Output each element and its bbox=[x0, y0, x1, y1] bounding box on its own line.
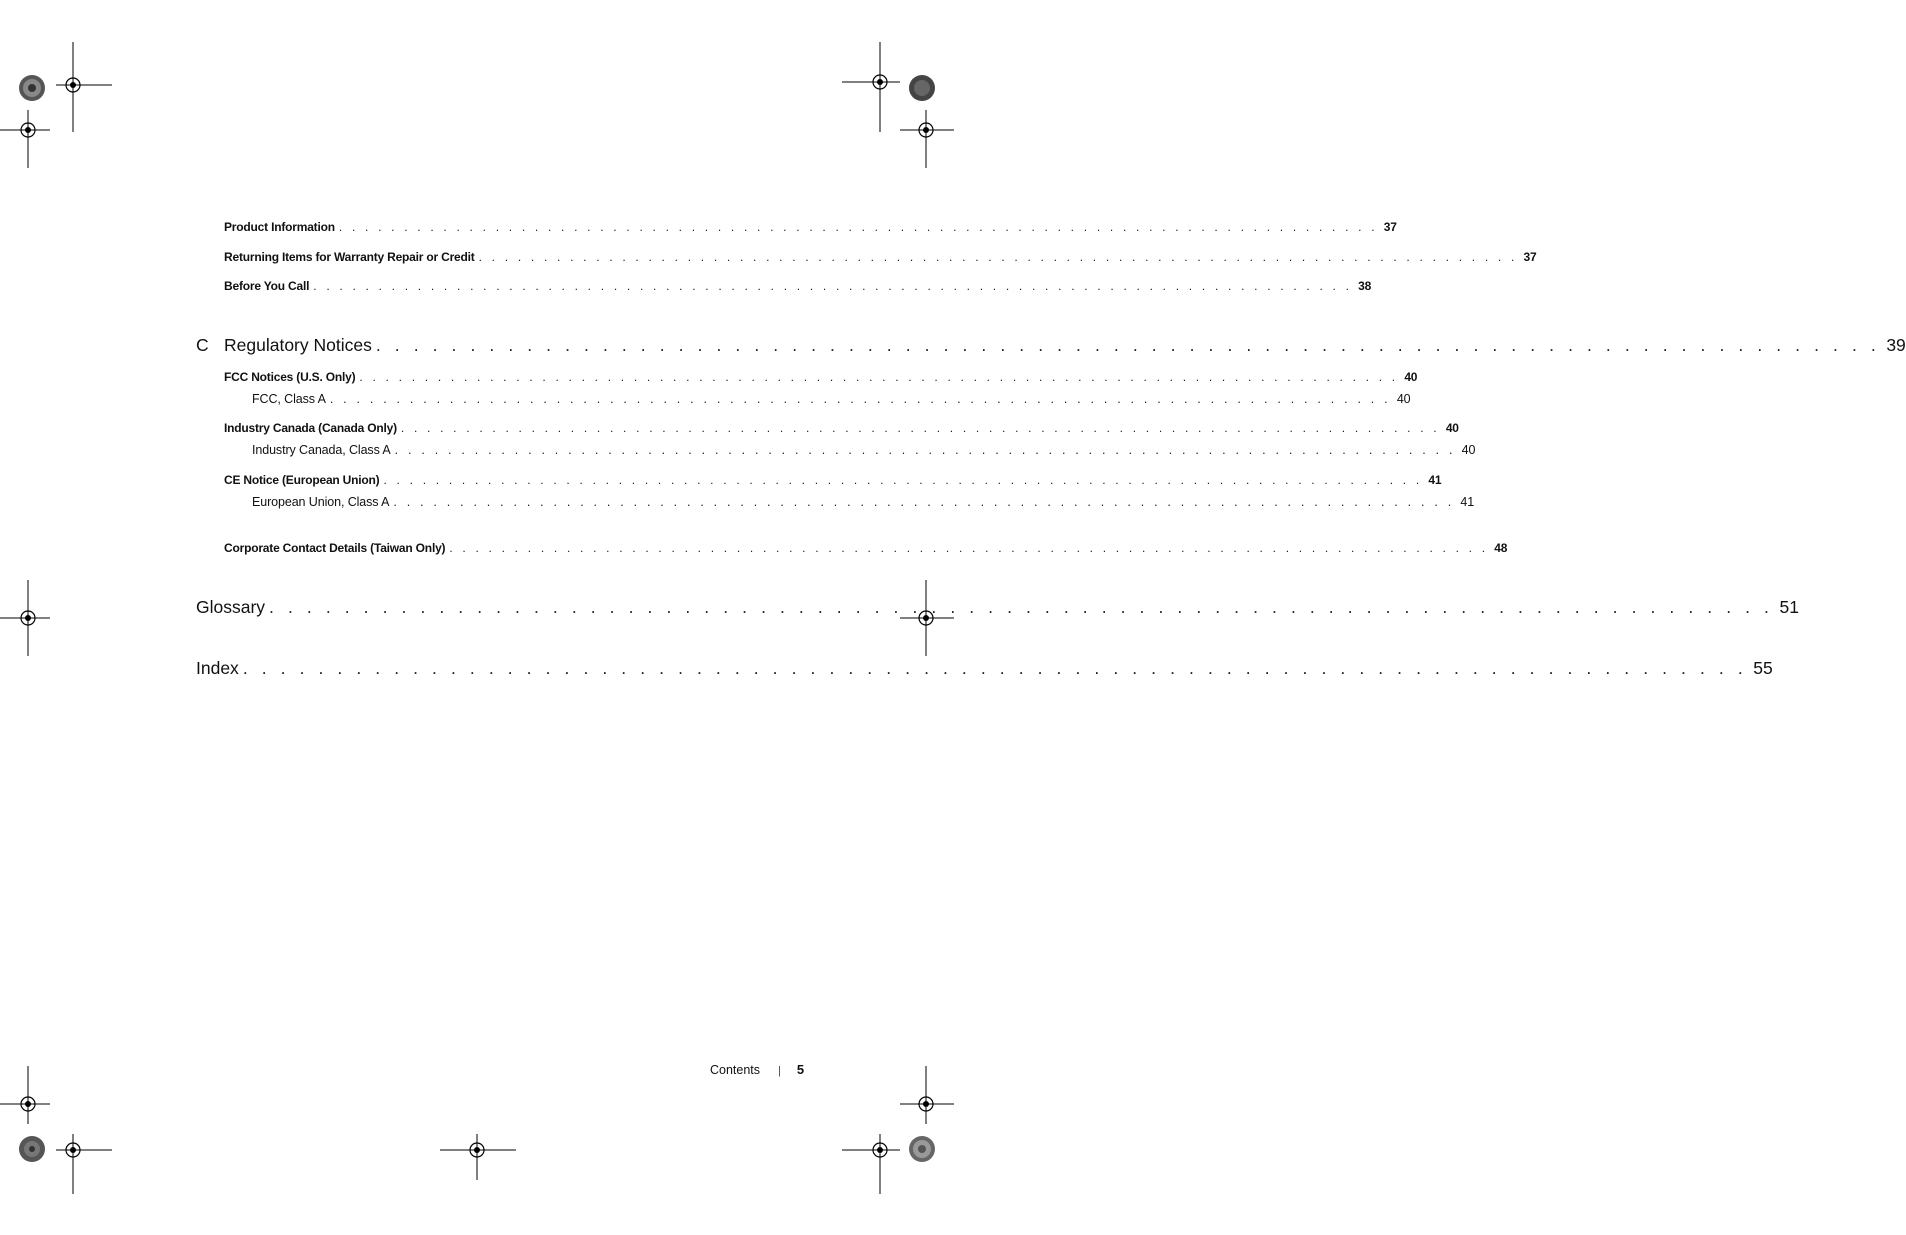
toc-entry-title: CE Notice (European Union) bbox=[224, 473, 380, 487]
crosshair-mark-middle-left bbox=[0, 580, 50, 656]
toc-chapter-regulatory-notices[interactable] bbox=[196, 335, 1906, 356]
leader-dots: . . . . . . . . . . . . . . . . . . . . . . . . . . . . . . . . . . . . . . . . . . . . . . . . . . . . . . . . . . . . . . . . . . . . . . . . . . . . . . . . bbox=[313, 279, 1353, 293]
toc-entry-page: 41 bbox=[1428, 473, 1442, 487]
toc-entry-industry-canada[interactable] bbox=[224, 421, 1459, 435]
toc-chapter-title: Regulatory Notices bbox=[224, 335, 372, 355]
crosshair-mark-top-right-b bbox=[900, 110, 954, 168]
crosshair-mark-top-left-a bbox=[56, 42, 112, 132]
toc-entry-title: Corporate Contact Details (Taiwan Only) bbox=[224, 541, 446, 555]
crosshair-mark-top-left-b bbox=[0, 110, 50, 168]
crosshair-icon bbox=[0, 110, 50, 168]
starburst-icon bbox=[18, 74, 46, 102]
toc-subentry-page: 40 bbox=[1396, 392, 1411, 406]
toc-entry-returning-items[interactable] bbox=[224, 250, 1537, 264]
registration-mark-bottom-left bbox=[18, 1135, 46, 1163]
crosshair-mark-bottom-right-a bbox=[842, 1134, 900, 1194]
leader-dots: . . . . . . . . . . . . . . . . . . . . . . . . . . . . . . . . . . . . . . . . . . . . . . . . . . . . . . . . . . . . . . . . . . . . . . . . . . . . . . . . bbox=[329, 392, 1391, 406]
crosshair-mark-bottom-left-b bbox=[56, 1134, 112, 1194]
toc-chapter-page: 39 bbox=[1886, 335, 1906, 355]
toc-entry-page: 37 bbox=[1383, 220, 1397, 234]
registration-mark-bottom-right bbox=[908, 1135, 936, 1163]
footer-separator: | bbox=[778, 1065, 781, 1077]
toc-subentry-european-union-class-a[interactable] bbox=[252, 495, 1475, 509]
crosshair-icon bbox=[900, 580, 954, 656]
starburst-icon bbox=[18, 1135, 46, 1163]
leader-dots: . . . . . . . . . . . . . . . . . . . . . . . . . . . . . . . . . . . . . . . . . . . . . . . . . . . . . . . . . . . . . . . . . . . . . . . . . . . . . . . . bbox=[269, 597, 1774, 617]
leader-dots: . . . . . . . . . . . . . . . . . . . . . . . . . . . . . . . . . . . . . . . . . . . . . . . . . . . . . . . . . . . . . . . . . . . . . . . . . . . . . . . . bbox=[359, 370, 1399, 384]
toc-entry-page: 38 bbox=[1358, 279, 1372, 293]
toc-subentry-page: 40 bbox=[1461, 443, 1476, 457]
toc-subentry-title: European Union, Class A bbox=[252, 495, 390, 509]
footer-section-label: Contents bbox=[710, 1063, 761, 1077]
page-footer bbox=[700, 1062, 810, 1077]
appendix-letter: C bbox=[196, 335, 209, 355]
toc-entry-title: Returning Items for Warranty Repair or Credit bbox=[224, 250, 475, 264]
registration-mark-top-left bbox=[18, 74, 46, 102]
crosshair-icon bbox=[56, 42, 112, 132]
toc-chapter-page: 51 bbox=[1779, 597, 1799, 617]
leader-dots: . . . . . . . . . . . . . . . . . . . . . . . . . . . . . . . . . . . . . . . . . . . . . . . . . . . . . . . . . . . . . . . . . . . . . . . . . . . . . . . . bbox=[375, 335, 1881, 355]
toc-subentry-industry-canada-class-a[interactable] bbox=[252, 443, 1476, 457]
leader-dots: . . . . . . . . . . . . . . . . . . . . . . . . . . . . . . . . . . . . . . . . . . . . . . . . . . . . . . . . . . . . . . . . . . . . . . . . . . . . . . . . bbox=[338, 220, 1378, 234]
toc-subentry-page: 41 bbox=[1460, 495, 1475, 509]
crosshair-mark-top-right-a bbox=[842, 42, 900, 132]
toc-entry-page: 37 bbox=[1523, 250, 1537, 264]
starburst-icon bbox=[908, 74, 936, 102]
registration-mark-top-right bbox=[908, 74, 936, 102]
crosshair-mark-bottom-left-a bbox=[0, 1066, 50, 1124]
toc-entry-page: 40 bbox=[1404, 370, 1418, 384]
leader-dots: . . . . . . . . . . . . . . . . . . . . . . . . . . . . . . . . . . . . . . . . . . . . . . . . . . . . . . . . . . . . . . . . . . . . . . . . . . . . . . . . bbox=[393, 495, 1455, 509]
toc-subentry-title: Industry Canada, Class A bbox=[252, 443, 391, 457]
crosshair-icon bbox=[842, 42, 900, 132]
toc-entry-ce-notice[interactable] bbox=[224, 473, 1442, 487]
toc-entry-title: Industry Canada (Canada Only) bbox=[224, 421, 397, 435]
leader-dots: . . . . . . . . . . . . . . . . . . . . . . . . . . . . . . . . . . . . . . . . . . . . . . . . . . . . . . . . . . . . . . . . . . . . . . . . . . . . . . . . bbox=[394, 443, 1456, 457]
toc-chapter-index[interactable] bbox=[196, 658, 1773, 679]
toc-chapter-glossary[interactable] bbox=[196, 597, 1799, 618]
leader-dots: . . . . . . . . . . . . . . . . . . . . . . . . . . . . . . . . . . . . . . . . . . . . . . . . . . . . . . . . . . . . . . . . . . . . . . . . . . . . . . . . bbox=[383, 473, 1423, 487]
toc-entry-fcc-notices[interactable] bbox=[224, 370, 1418, 384]
toc-entry-product-information[interactable] bbox=[224, 220, 1397, 234]
toc-entry-taiwan-contact[interactable] bbox=[224, 541, 1508, 555]
toc-entry-title: Product Information bbox=[224, 220, 335, 234]
toc-entry-title: Before You Call bbox=[224, 279, 310, 293]
toc-entry-page: 40 bbox=[1445, 421, 1459, 435]
toc-chapter-title: Index bbox=[196, 658, 239, 678]
crosshair-mark-bottom-right-b bbox=[900, 1066, 954, 1124]
toc-entry-before-you-call[interactable] bbox=[224, 279, 1372, 293]
crosshair-icon bbox=[0, 580, 50, 656]
crosshair-icon bbox=[56, 1134, 112, 1194]
leader-dots: . . . . . . . . . . . . . . . . . . . . . . . . . . . . . . . . . . . . . . . . . . . . . . . . . . . . . . . . . . . . . . . . . . . . . . . . . . . . . . . . bbox=[478, 250, 1518, 264]
crosshair-icon bbox=[440, 1134, 516, 1180]
crosshair-mark-bottom-center bbox=[440, 1134, 516, 1180]
crosshair-icon bbox=[900, 1066, 954, 1124]
toc-entry-page: 48 bbox=[1494, 541, 1508, 555]
crosshair-icon bbox=[900, 110, 954, 168]
toc-subentry-title: FCC, Class A bbox=[252, 392, 326, 406]
crosshair-icon bbox=[842, 1134, 900, 1194]
leader-dots: . . . . . . . . . . . . . . . . . . . . . . . . . . . . . . . . . . . . . . . . . . . . . . . . . . . . . . . . . . . . . . . . . . . . . . . . . . . . . . . . bbox=[449, 541, 1489, 555]
toc-chapter-page: 55 bbox=[1753, 658, 1773, 678]
crosshair-mark-middle-right bbox=[900, 580, 954, 656]
toc-subentry-fcc-class-a[interactable] bbox=[252, 392, 1411, 406]
starburst-icon bbox=[908, 1135, 936, 1163]
toc-chapter-title: Glossary bbox=[196, 597, 266, 617]
leader-dots: . . . . . . . . . . . . . . . . . . . . . . . . . . . . . . . . . . . . . . . . . . . . . . . . . . . . . . . . . . . . . . . . . . . . . . . . . . . . . . . . bbox=[242, 658, 1748, 678]
footer-page-number: 5 bbox=[796, 1062, 805, 1077]
toc-entry-title: FCC Notices (U.S. Only) bbox=[224, 370, 356, 384]
crosshair-icon bbox=[0, 1066, 50, 1124]
leader-dots: . . . . . . . . . . . . . . . . . . . . . . . . . . . . . . . . . . . . . . . . . . . . . . . . . . . . . . . . . . . . . . . . . . . . . . . . . . . . . . . . bbox=[400, 421, 1440, 435]
